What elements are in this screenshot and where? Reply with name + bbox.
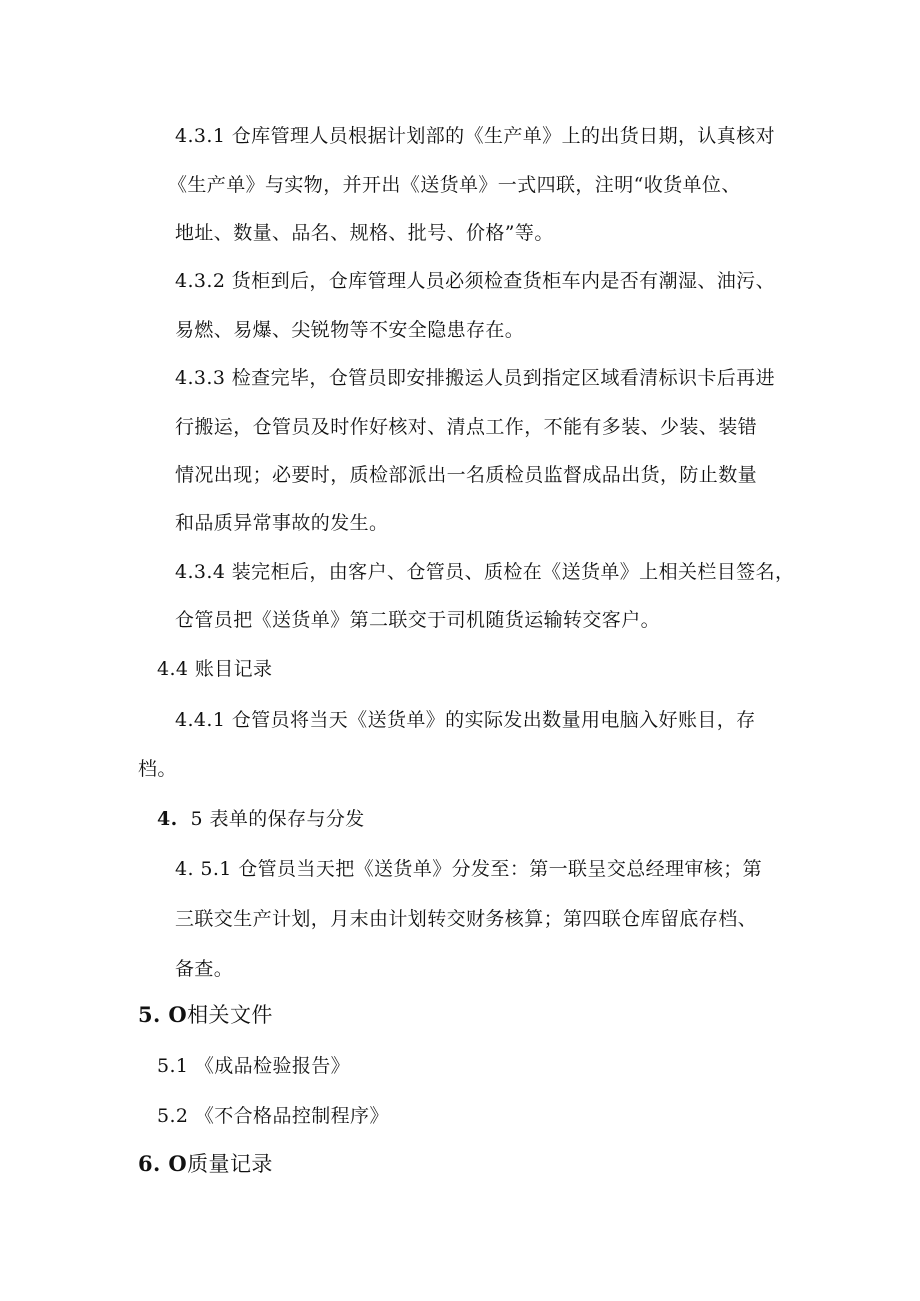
section-number: 4. (157, 808, 178, 830)
section-4-4-heading: 4.4 账目记录 (157, 658, 273, 680)
clause-4-3-3-line-2: 行搬运，仓管员及时作好核对、清点工作，不能有多装、少装、装错 (175, 416, 758, 438)
clause-4-5-1-line-1: 4. 5.1 仓管员当天把《送货单》分发至：第一联呈交总经理审核；第 (175, 858, 763, 880)
reference-5-1: 5.1 《成品检验报告》 (157, 1055, 351, 1077)
clause-4-3-2-line-1: 4.3.2 货柜到后，仓库管理人员必须检查货柜车内是否有潮湿、油污、 (175, 270, 775, 292)
clause-4-3-3-line-1: 4.3.3 检查完毕，仓管员即安排搬运人员到指定区域看清标识卡后再进 (175, 367, 775, 389)
clause-4-3-1-line-2: 《生产单》与实物，并开出《送货单》一式四联，注明“收货单位、 (168, 174, 741, 196)
clause-4-3-4-line-1: 4.3.4 装完柜后，由客户、仓管员、质检在《送货单》上相关栏目签名， (175, 561, 795, 583)
section-5-heading (138, 1002, 273, 1028)
clause-4-3-4-line-2: 仓管员把《送货单》第二联交于司机随货运输转交客户。 (175, 609, 661, 631)
clause-4-3-3-line-3: 情况出现；必要时，质检部派出一名质检员监督成品出货，防止数量 (175, 464, 758, 486)
clause-4-3-3-line-4: 和品质异常事故的发生。 (175, 512, 389, 534)
clause-4-3-1-line-1: 4.3.1 仓库管理人员根据计划部的《生产单》上的出货日期，认真核对 (175, 125, 775, 147)
section-title: 5 表单的保存与分发 (190, 808, 365, 830)
clause-4-4-1-line-2: 档。 (138, 758, 177, 780)
section-6-heading (138, 1151, 273, 1177)
section-title: 相关文件 (187, 1003, 273, 1027)
section-number: 6. O (138, 1151, 188, 1176)
clause-4-3-1-line-3: 地址、数量、品名、规格、批号、价格”等。 (175, 222, 554, 244)
section-number: 5. O (138, 1002, 188, 1027)
reference-5-2: 5.2 《不合格品控制程序》 (157, 1105, 389, 1127)
clause-4-4-1-line-1: 4.4.1 仓管员将当天《送货单》的实际发出数量用电脑入好账目，存 (175, 709, 756, 731)
section-4-5-heading (157, 806, 365, 832)
section-title: 质量记录 (187, 1152, 273, 1176)
clause-4-5-1-line-2: 三联交生产计划，月末由计划转交财务核算；第四联仓库留底存档、 (175, 908, 758, 930)
clause-4-5-1-line-3: 备查。 (175, 958, 234, 980)
clause-4-3-2-line-2: 易燃、易爆、尖锐物等不安全隐患存在。 (175, 319, 525, 341)
